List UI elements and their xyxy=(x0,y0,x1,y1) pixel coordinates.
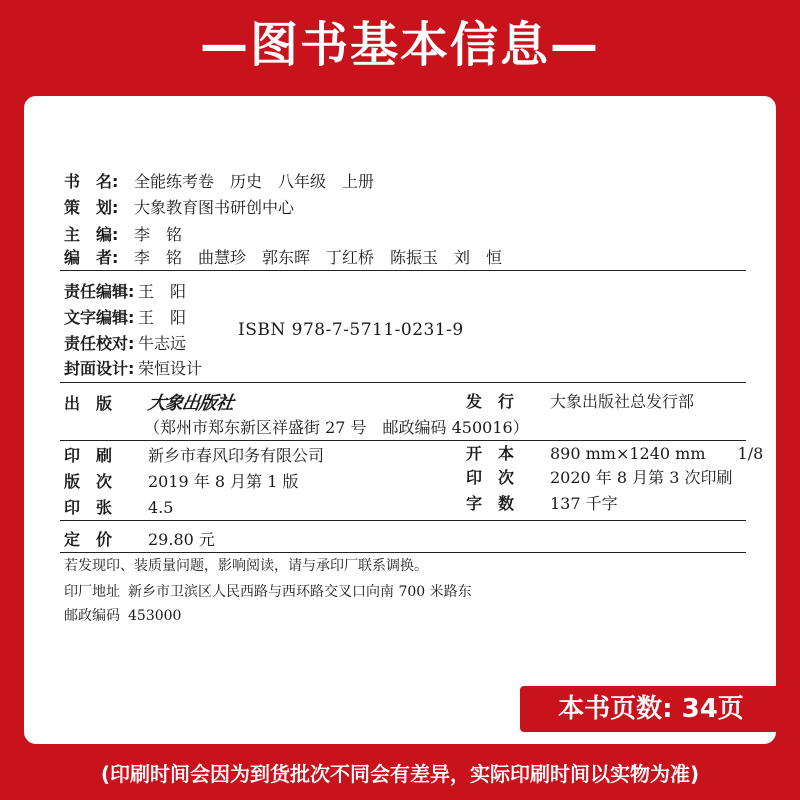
edition-row xyxy=(64,472,299,492)
edition-label: 版 次 xyxy=(64,472,113,491)
distributor-label: 发 行 xyxy=(466,392,515,411)
divider xyxy=(60,382,746,383)
divider xyxy=(60,440,746,441)
text-editor-row xyxy=(64,308,186,328)
text-editor-label: 文字编辑: xyxy=(64,308,135,327)
footer-note: (印刷时间会因为到货批次不同会有差异，实际印刷时间以实物为准) xyxy=(100,762,700,786)
words-value: 137 千字 xyxy=(550,494,618,513)
publisher-row xyxy=(64,394,233,414)
printing-value: 2020 年 8 月第 3 次印刷 xyxy=(550,468,733,487)
plant-address-row xyxy=(64,582,472,602)
format-value: 890 mm×1240 mm 1/8 xyxy=(550,444,764,463)
format-row xyxy=(466,444,763,464)
distributor-value: 大象出版社总发行部 xyxy=(550,392,695,411)
divider xyxy=(60,552,746,553)
chief-editor-row xyxy=(64,225,182,245)
postcode-value: 453000 xyxy=(128,608,182,624)
editors-row xyxy=(64,248,502,268)
postcode-row xyxy=(64,606,181,626)
cover-design-label: 封面设计: xyxy=(64,359,135,378)
isbn: ISBN 978-7-5711-0231-9 xyxy=(238,320,464,340)
plant-address-value: 新乡市卫滨区人民西路与西环路交叉口向南 700 米路东 xyxy=(128,584,472,600)
divider xyxy=(60,270,746,271)
planner-value: 大象教育图书研创中心 xyxy=(134,198,295,217)
chief-editor-label: 主 编: xyxy=(64,225,119,244)
printing-label: 印 次 xyxy=(466,468,515,487)
sheets-row xyxy=(64,498,173,518)
edition-value: 2019 年 8 月第 1 版 xyxy=(148,472,299,491)
words-row xyxy=(466,494,618,514)
format-label: 开 本 xyxy=(466,444,515,463)
proofreader-label: 责任校对: xyxy=(64,334,135,353)
printer-label: 印 刷 xyxy=(64,446,113,465)
text-editor-value: 王 阳 xyxy=(138,308,187,327)
page-title: —图书基本信息— xyxy=(199,17,600,73)
proofreader-value: 牛志远 xyxy=(138,334,187,353)
plant-address-label: 印厂地址 xyxy=(64,584,120,600)
price-value: 29.80 元 xyxy=(148,530,215,549)
responsible-editor-row xyxy=(64,282,186,302)
printer-value: 新乡市春风印务有限公司 xyxy=(148,446,325,465)
divider xyxy=(60,520,746,521)
title-label: 书 名: xyxy=(64,172,119,191)
page-count-badge: 本书页数: 34页 xyxy=(520,686,782,732)
cover-design-value: 荣恒设计 xyxy=(138,359,203,378)
sheets-value: 4.5 xyxy=(148,498,174,517)
planner-label: 策 划: xyxy=(64,198,119,217)
words-label: 字 数 xyxy=(466,494,515,513)
planner-row xyxy=(64,198,294,218)
title-value: 全能练考卷 历史 八年级 上册 xyxy=(134,172,375,191)
publisher-address: （郑州市郑东新区祥盛街 27 号 邮政编码 450016） xyxy=(144,418,529,437)
price-row xyxy=(64,530,215,550)
chief-editor-value: 李 铭 xyxy=(134,225,183,244)
sheets-label: 印 张 xyxy=(64,498,113,517)
proofreader-row xyxy=(64,334,186,354)
responsible-editor-label: 责任编辑: xyxy=(64,282,135,301)
printing-row xyxy=(466,468,733,488)
publisher-label: 出 版 xyxy=(64,394,113,413)
editors-label: 编 者: xyxy=(64,248,119,267)
printer-row xyxy=(64,446,324,466)
cover-design-row xyxy=(64,359,202,379)
price-label: 定 价 xyxy=(64,530,113,549)
info-card xyxy=(24,96,776,744)
publisher-logo: 大象出版社 xyxy=(146,393,235,414)
editors-value: 李 铭 曲慧珍 郭东晖 丁红桥 陈振玉 刘 恒 xyxy=(134,248,503,267)
responsible-editor-value: 王 阳 xyxy=(138,282,187,301)
quality-notice: 若发现印、装质量问题，影响阅读，请与承印厂联系调换。 xyxy=(64,558,428,574)
title-row xyxy=(64,172,374,192)
distributor-row xyxy=(466,392,694,412)
postcode-label: 邮政编码 xyxy=(64,608,120,624)
